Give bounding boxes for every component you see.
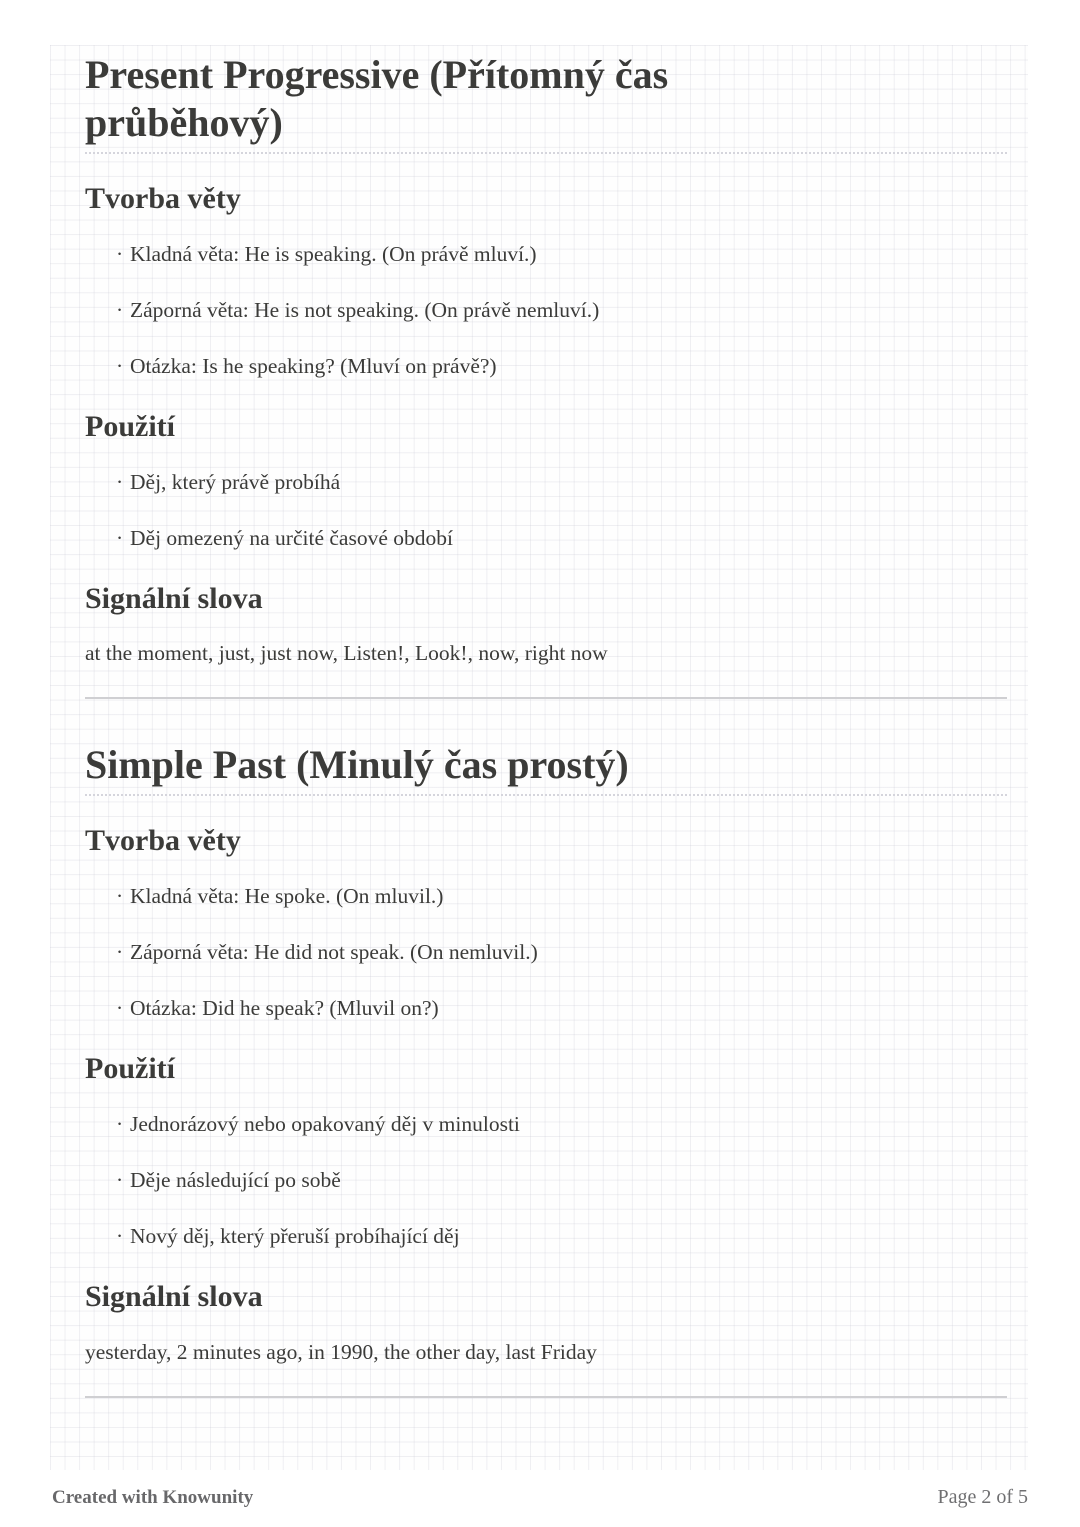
- grid-paper: [50, 45, 1028, 1470]
- bullet-list: [85, 1110, 1007, 1250]
- bullet-list: [85, 882, 1007, 1022]
- list-item: · Záporná věta: He is not speaking. (On právě nemluví.): [130, 296, 1007, 324]
- list-item: · Záporná věta: He did not speak. (On nemluvil.): [130, 938, 1007, 966]
- list-item: · Jednorázový nebo opakovaný děj v minulosti: [130, 1110, 1007, 1138]
- list-item: · Kladná věta: He is speaking. (On právě mluví.): [130, 240, 1007, 268]
- bullet-list: [85, 468, 1007, 552]
- list-item: · Otázka: Is he speaking? (Mluví on právě?): [130, 352, 1007, 380]
- list-item: · Děje následující po sobě: [130, 1166, 1007, 1194]
- subheading-pouziti: Použití: [85, 1052, 175, 1086]
- section-divider: [85, 697, 1007, 699]
- bullet-list: [85, 240, 1007, 380]
- footer-page-number: Page 2 of 5: [937, 1486, 1028, 1508]
- list-item: · Děj omezený na určité časové období: [130, 524, 1007, 552]
- signal-words: yesterday, 2 minutes ago, in 1990, the other day, last Friday: [85, 1339, 597, 1364]
- section-simple-past: [85, 741, 1007, 1397]
- title-underline: [85, 51, 1007, 154]
- section-present-progressive: [85, 51, 1007, 699]
- subheading-tvorba-vety: Tvorba věty: [85, 182, 241, 215]
- list-item: · Nový děj, který přeruší probíhající děj: [130, 1222, 1007, 1250]
- section-title: Simple Past (Minulý čas prostý): [85, 742, 629, 788]
- subheading-pouziti: Použití: [85, 409, 175, 443]
- page-footer: [52, 1486, 1028, 1509]
- subheading-signalni-slova: Signální slova: [85, 581, 263, 615]
- signal-words: at the moment, just, just now, Listen!, Look!, now, right now: [85, 641, 608, 666]
- list-item: · Děj, který právě probíhá: [130, 468, 1007, 496]
- section-divider: [85, 1396, 1007, 1398]
- list-item: · Otázka: Did he speak? (Mluvil on?): [130, 994, 1007, 1022]
- section-title: Present Progressive (Přítomný čas průběhový): [85, 52, 669, 145]
- page-content: [85, 45, 1007, 1398]
- footer-brand: Created with Knowunity: [52, 1487, 254, 1508]
- title-underline: [85, 741, 1007, 796]
- list-item: · Kladná věta: He spoke. (On mluvil.): [130, 882, 1007, 910]
- subheading-signalni-slova: Signální slova: [85, 1279, 263, 1313]
- subheading-tvorba-vety: Tvorba věty: [85, 824, 241, 858]
